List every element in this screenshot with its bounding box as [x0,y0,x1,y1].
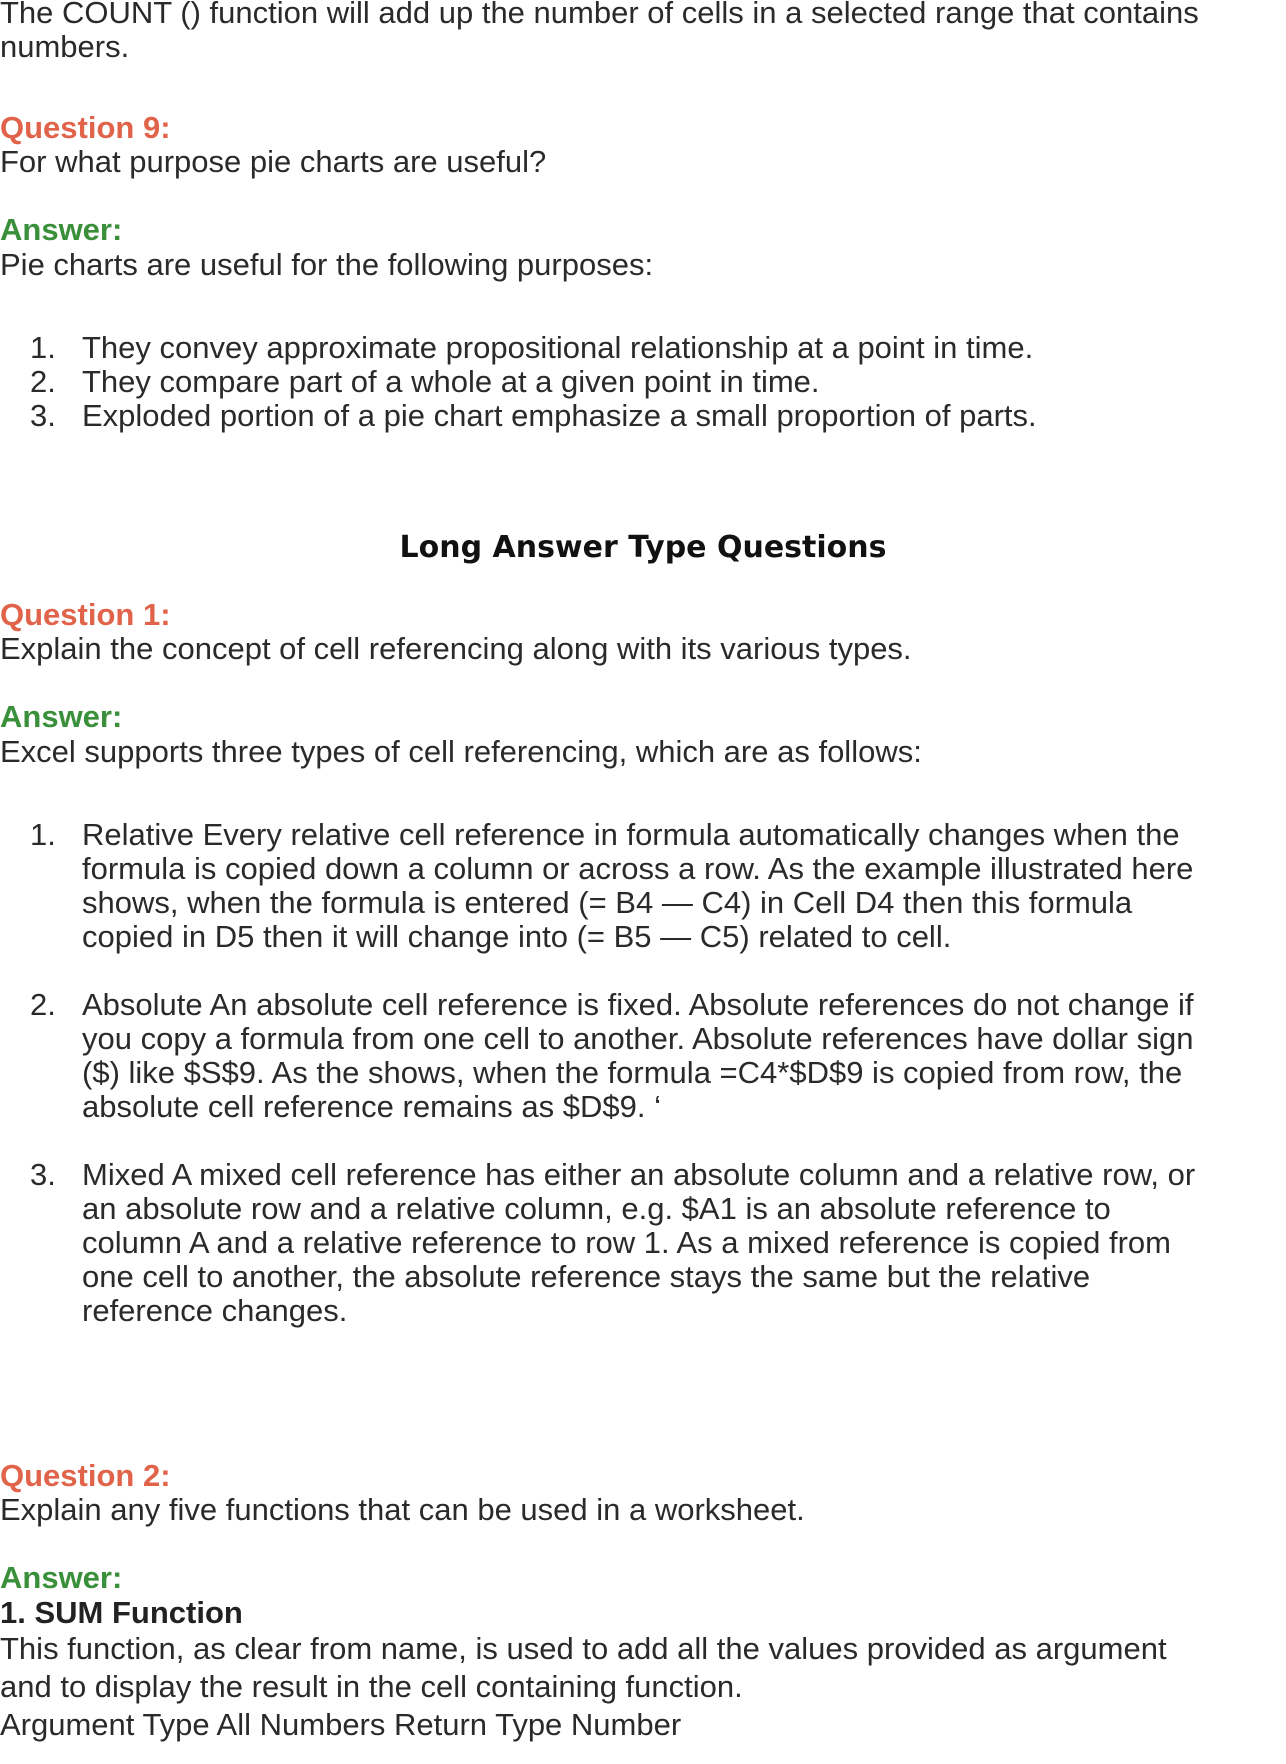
question-9-text: For what purpose pie charts are useful? [0,144,547,179]
question-1-answer-label: Answer: [0,699,123,734]
sub-heading: 1. SUM Function [0,1595,243,1630]
paragraph-line: Argument Type All Numbers Return Type Number [0,1707,682,1742]
list-item-line: reference changes. [82,1293,348,1328]
list-item-line: you copy a formula from one cell to another. Absolute references have dollar sign [82,1021,1194,1056]
question-2-answer-label: Answer: [0,1560,123,1595]
question-9-label: Question 9: [0,110,171,145]
question-9-answer-label: Answer: [0,212,123,247]
list-item-number: 2. [30,364,56,399]
list-item-line: shows, when the formula is entered (= B4 — C4) in Cell D4 then this formula [82,885,1133,920]
list-item-line: Mixed A mixed cell reference has either an absolute column and a relative row, or [82,1157,1196,1192]
paragraph-line: and to display the result in the cell containing function. [0,1669,743,1704]
list-item: They compare part of a whole at a given point in time. [82,364,820,399]
list-item-line: column A and a relative reference to row 1. As a mixed reference is copied from [82,1225,1171,1260]
intro-line-2: numbers. [0,29,130,64]
list-item-number: 1. [30,330,56,365]
question-1-text: Explain the concept of cell referencing along with its various types. [0,631,912,666]
list-item: They convey approximate propositional relationship at a point in time. [82,330,1034,365]
paragraph-line: This function, as clear from name, is used to add all the values provided as argument [0,1631,1167,1666]
section-title: Long Answer Type Questions [399,530,887,565]
list-item-line: ($) like $S$9. As the shows, when the formula =C4*$D$9 is copied from row, the [82,1055,1183,1090]
intro-line-1: The COUNT () function will add up the number of cells in a selected range that contains [0,0,1199,30]
list-item-line: an absolute row and a relative column, e.g. $A1 is an absolute reference to [82,1191,1111,1226]
question-2-text: Explain any five functions that can be used in a worksheet. [0,1492,805,1527]
list-item-line: one cell to another, the absolute reference stays the same but the relative [82,1259,1091,1294]
question-1-label: Question 1: [0,597,171,632]
list-item-number: 3. [30,398,56,433]
list-item-number: 1. [30,817,56,852]
list-item-line: Absolute An absolute cell reference is fixed. Absolute references do not change if [82,987,1194,1022]
list-item: Exploded portion of a pie chart emphasize a small proportion of parts. [82,398,1037,433]
question-2-label: Question 2: [0,1458,171,1493]
list-item-line: absolute cell reference remains as $D$9. ‘ [82,1089,661,1124]
list-item-line: formula is copied down a column or across a row. As the example illustrated here [82,851,1194,886]
list-item-number: 3. [30,1157,56,1192]
list-item-line: Relative Every relative cell reference in formula automatically changes when the [82,817,1180,852]
list-item-line: copied in D5 then it will change into (= B5 — C5) related to cell. [82,919,952,954]
question-1-answer-text: Excel supports three types of cell referencing, which are as follows: [0,734,922,769]
question-9-answer-text: Pie charts are useful for the following purposes: [0,247,654,282]
list-item-number: 2. [30,987,56,1022]
